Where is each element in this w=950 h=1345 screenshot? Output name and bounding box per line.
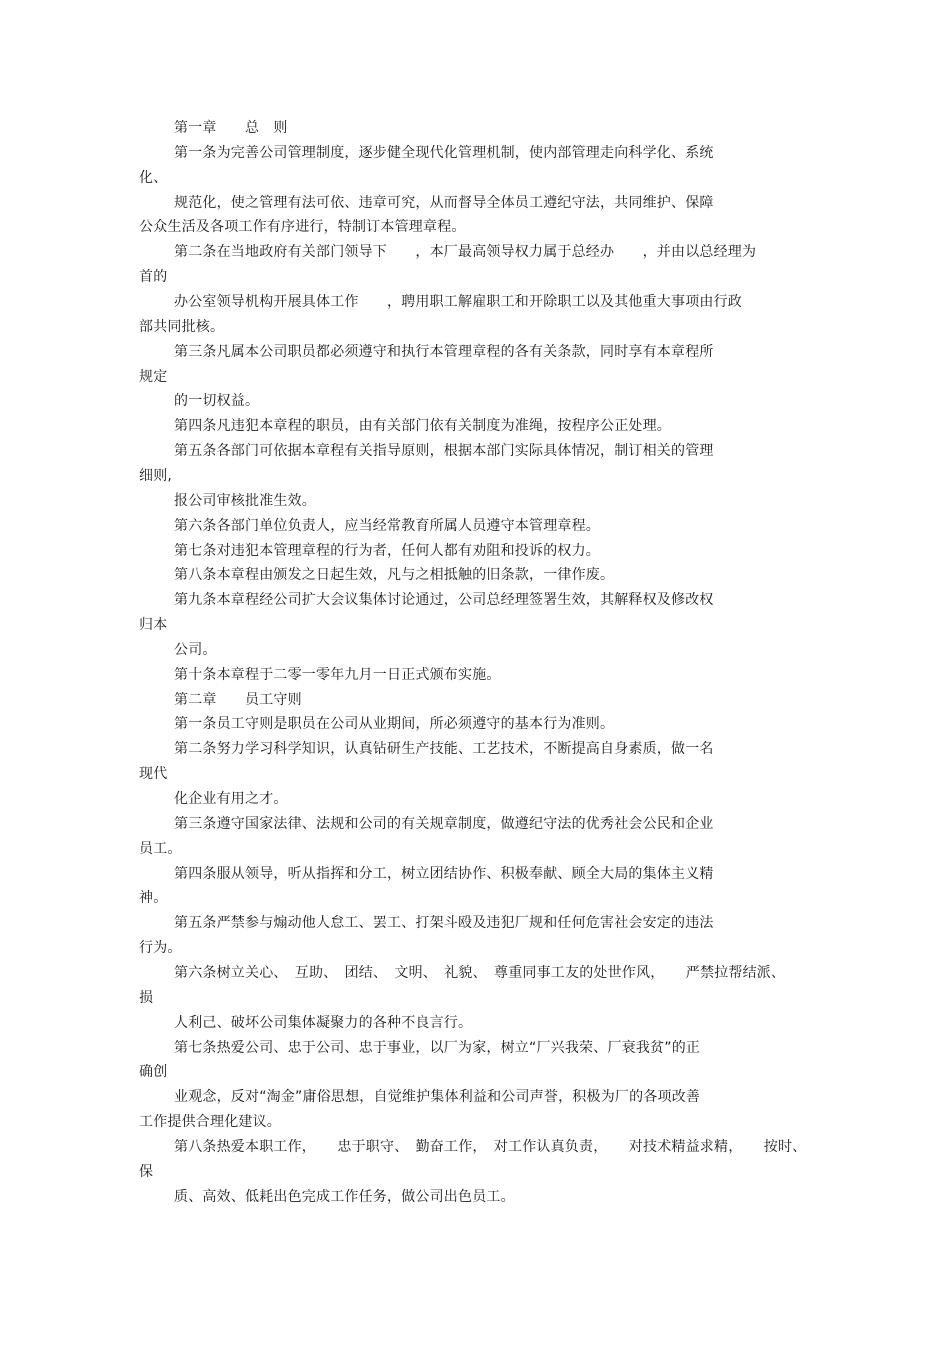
text-line: 第二条在当地政府有关部门领导下 ，本厂最高领导权力属于总经办 ，并由以总经理为 xyxy=(174,244,757,261)
text-line: 行为。 xyxy=(139,940,182,957)
text-line: 第九条本章程经公司扩大会议集体讨论通过，公司总经理签署生效，其解释权及修改权 xyxy=(174,592,714,609)
text-line: 第七条热爱公司、忠于公司、忠于事业，以厂为家，树立“厂兴我荣、厂衰我贫”的正 xyxy=(174,1039,701,1056)
text-line: 第八条本章程由颁发之日起生效，凡与之相抵触的旧条款，一律作废。 xyxy=(174,567,615,584)
text-line: 工作提供合理化建议。 xyxy=(139,1114,281,1130)
text-line: 报公司审核批准生效。 xyxy=(174,492,316,509)
text-line: 确创 xyxy=(139,1064,168,1081)
text-line: 第十条本章程于二零一零年九月一日正式颁布实施。 xyxy=(174,666,501,683)
text-line: 化企业有用之才。 xyxy=(174,791,288,807)
text-line: 的一切权益。 xyxy=(174,393,260,410)
text-line: 第五条各部门可依据本章程有关指导原则，根据本部门实际具体情况，制订相关的管理 xyxy=(174,443,714,460)
text-line: 损 xyxy=(139,989,154,1006)
text-line: 第八条热爱本职工作， 忠于职守、 勤奋工作， 对工作认真负责， 对技术精益求精， 按时、 xyxy=(174,1138,807,1155)
text-line: 第四条服从领导，听从指挥和分工，树立团结协作、积极奉献、顾全大局的集体主义精 xyxy=(174,865,714,882)
text-line: 保 xyxy=(139,1163,154,1180)
text-line: 第一章 总 则 xyxy=(174,120,288,136)
text-line: 第六条各部门单位负责人，应当经常教育所属人员遵守本管理章程。 xyxy=(174,517,600,534)
text-line: 第三条凡属本公司职员都必须遵守和执行本管理章程的各有关条款，同时享有本章程所 xyxy=(174,343,714,360)
text-line: 神。 xyxy=(139,890,168,907)
text-line: 第二条努力学习科学知识，认真钻研生产技能、工艺技术，不断提高自身素质，做一名 xyxy=(174,741,714,758)
text-line: 部共同批核。 xyxy=(139,318,225,335)
text-line: 第五条严禁参与煽动他人怠工、罢工、打架斗殴及违犯厂规和任何危害社会安定的违法 xyxy=(174,915,714,932)
text-line: 第一条为完善公司管理制度，逐步健全现代化管理机制，使内部管理走向科学化、系统 xyxy=(174,144,714,161)
text-line: 办公室领导机构开展具体工作 ，聘用职工解雇职工和开除职工以及其他重大事项由行政 xyxy=(174,294,742,310)
text-line: 化、 xyxy=(139,169,168,186)
text-line: 现代 xyxy=(139,766,168,783)
text-line: 公司。 xyxy=(174,641,217,658)
text-line: 员工。 xyxy=(139,840,182,857)
text-line: 公众生活及各项工作有序进行，特制订本管理章程。 xyxy=(139,219,466,236)
text-line: 第七条对违犯本管理章程的行为者，任何人都有劝阻和投诉的权力。 xyxy=(174,542,600,559)
text-line: 第四条凡违犯本章程的职员，由有关部门依有关制度为准绳，按程序公正处理。 xyxy=(174,418,671,435)
text-line: 规范化，使之管理有法可依、违章可究，从而督导全体员工遵纪守法，共同维护、保障 xyxy=(174,194,714,211)
text-line: 归本 xyxy=(139,617,168,633)
text-line: 第一条员工守则是职员在公司从业期间，所必须遵守的基本行为准则。 xyxy=(174,716,615,733)
text-line: 质、高效、低耗出色完成工作任务，做公司出色员工。 xyxy=(174,1188,515,1205)
text-line: 第二章 员工守则 xyxy=(174,691,302,708)
text-line: 规定 xyxy=(139,368,168,385)
text-line: 第三条遵守国家法律、法规和公司的有关规章制度，做遵纪守法的优秀社会公民和企业 xyxy=(174,815,714,832)
text-line: 业观念，反对“淘金”庸俗思想，自觉维护集体利益和公司声誉，积极为厂的各项改善 xyxy=(174,1089,701,1106)
text-line: 第六条树立关心、 互助、 团结、 文明、 礼貌、 尊重同事工友的处世作风， 严禁拉帮结派、 xyxy=(174,964,786,981)
text-line: 首的 xyxy=(139,269,168,286)
text-line: 人利己、破坏公司集体凝聚力的各种不良言行。 xyxy=(174,1014,473,1031)
text-line: 细则, xyxy=(139,467,173,484)
